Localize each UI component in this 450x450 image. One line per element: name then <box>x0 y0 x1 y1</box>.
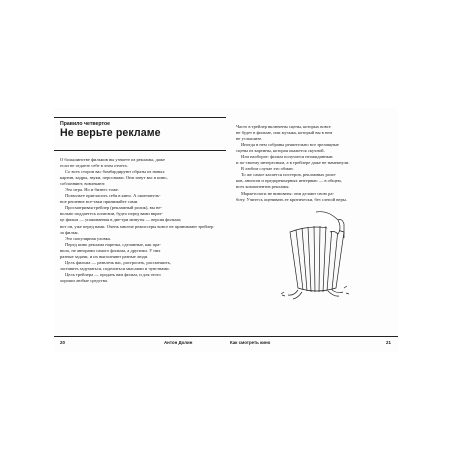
text-line: за фильм. <box>60 229 79 235</box>
left-page <box>54 108 226 352</box>
text-line: Со всех сторон вас бомбардируют образы из новых <box>65 169 165 175</box>
page-number: 21 <box>386 340 391 345</box>
text-line: Перед кино реклама нарезка, сделанные, как пра- <box>65 241 161 247</box>
chapter-heading: Не верьте рекламе <box>60 127 161 139</box>
right-page <box>226 108 398 352</box>
text-line: Это игра. Но и бизнес тоже. <box>65 187 120 193</box>
text-line: боту. Учитесь оценивать ее критически, без слепой веры. <box>236 196 347 202</box>
text-line: вот он, уже перед вами. Очень многие режиссеры вовсе не принимают трейлер <box>60 223 214 229</box>
text-line: Позвольте пригласить себя в кино. А окончатель- <box>65 193 161 199</box>
text-line: соблазняют, вовлекают. <box>60 181 106 187</box>
text-line: вило, не авторами самого фильма, а другими. У них <box>60 247 161 253</box>
text-line: картин, кадры, звуки, персонажи. Они зовут вас в кино, <box>60 175 168 181</box>
text-line: Это популярная уловка. <box>65 235 111 241</box>
footer-rule <box>54 336 226 337</box>
popcorn-bucket-illustration <box>276 208 356 303</box>
right-body-text <box>236 124 392 203</box>
page-number: 20 <box>60 340 65 345</box>
text-line: Цель трейлера — продать вам фильм, и для этого <box>65 271 161 277</box>
chapter-label: Правило четвертое <box>60 121 110 127</box>
text-line: То же самое касается постеров, рекламных роли- <box>241 172 337 178</box>
text-line: всех компонентов рекламы. <box>236 184 290 190</box>
top-rule <box>54 117 226 118</box>
text-line: Маркетологи не виноваты: они делают свою ра- <box>241 190 334 196</box>
text-line: хороши любые средства. <box>60 277 108 283</box>
text-line: не услышите. <box>236 136 263 142</box>
text-line: вольно поддаетесь иллюзии, будто перед вами вкрат- <box>60 211 163 217</box>
text-line: це фильм — упакованная в две-три минуты — версия фильма; <box>60 217 182 223</box>
text-line: Или наоборот: фильм получится неожиданным <box>241 154 333 160</box>
text-line: Часто в трейлер включены сцены, которых вовсе <box>236 124 331 129</box>
text-line: не будет в фильме, или музыка, который вы в нем <box>236 130 333 136</box>
text-line: Иногда в нем собраны решительно все зрелищные <box>241 142 339 148</box>
text-line: О большинстве фильмов вы узнаете из рекламы, даже <box>60 157 165 162</box>
heading-rule <box>54 150 226 151</box>
book-spread <box>54 108 398 352</box>
running-footer: Антон Долин <box>164 340 193 345</box>
text-line: ков, анонсов и предпремьерных интервью — в общем, <box>236 178 342 184</box>
text-line: если не отдаете себе в этом отчета. <box>60 163 128 169</box>
text-line: В любом случае это обман. <box>241 166 294 172</box>
text-line: Просматривая трейлер (рекламный ролик), вы не- <box>65 205 162 211</box>
text-line: заставить задуматься, поделиться мыслями и чувствами. <box>60 265 170 271</box>
text-line: сцены из картины, которая окажется скучной. <box>236 148 325 154</box>
running-footer: Как смотреть кино <box>230 340 271 345</box>
text-line: ное решение все-таки принимайте сами. <box>60 199 139 205</box>
text-line: и по-своему интересным, а в трейлере даже не намекнули. <box>236 160 350 166</box>
left-body-text <box>60 157 218 284</box>
text-line: разные задачи, и их выполняют разные люди. <box>60 253 149 259</box>
footer-rule <box>226 336 398 337</box>
text-line: Цель фильма — развлечь вас, растрогать, рассмешить, <box>65 259 171 265</box>
